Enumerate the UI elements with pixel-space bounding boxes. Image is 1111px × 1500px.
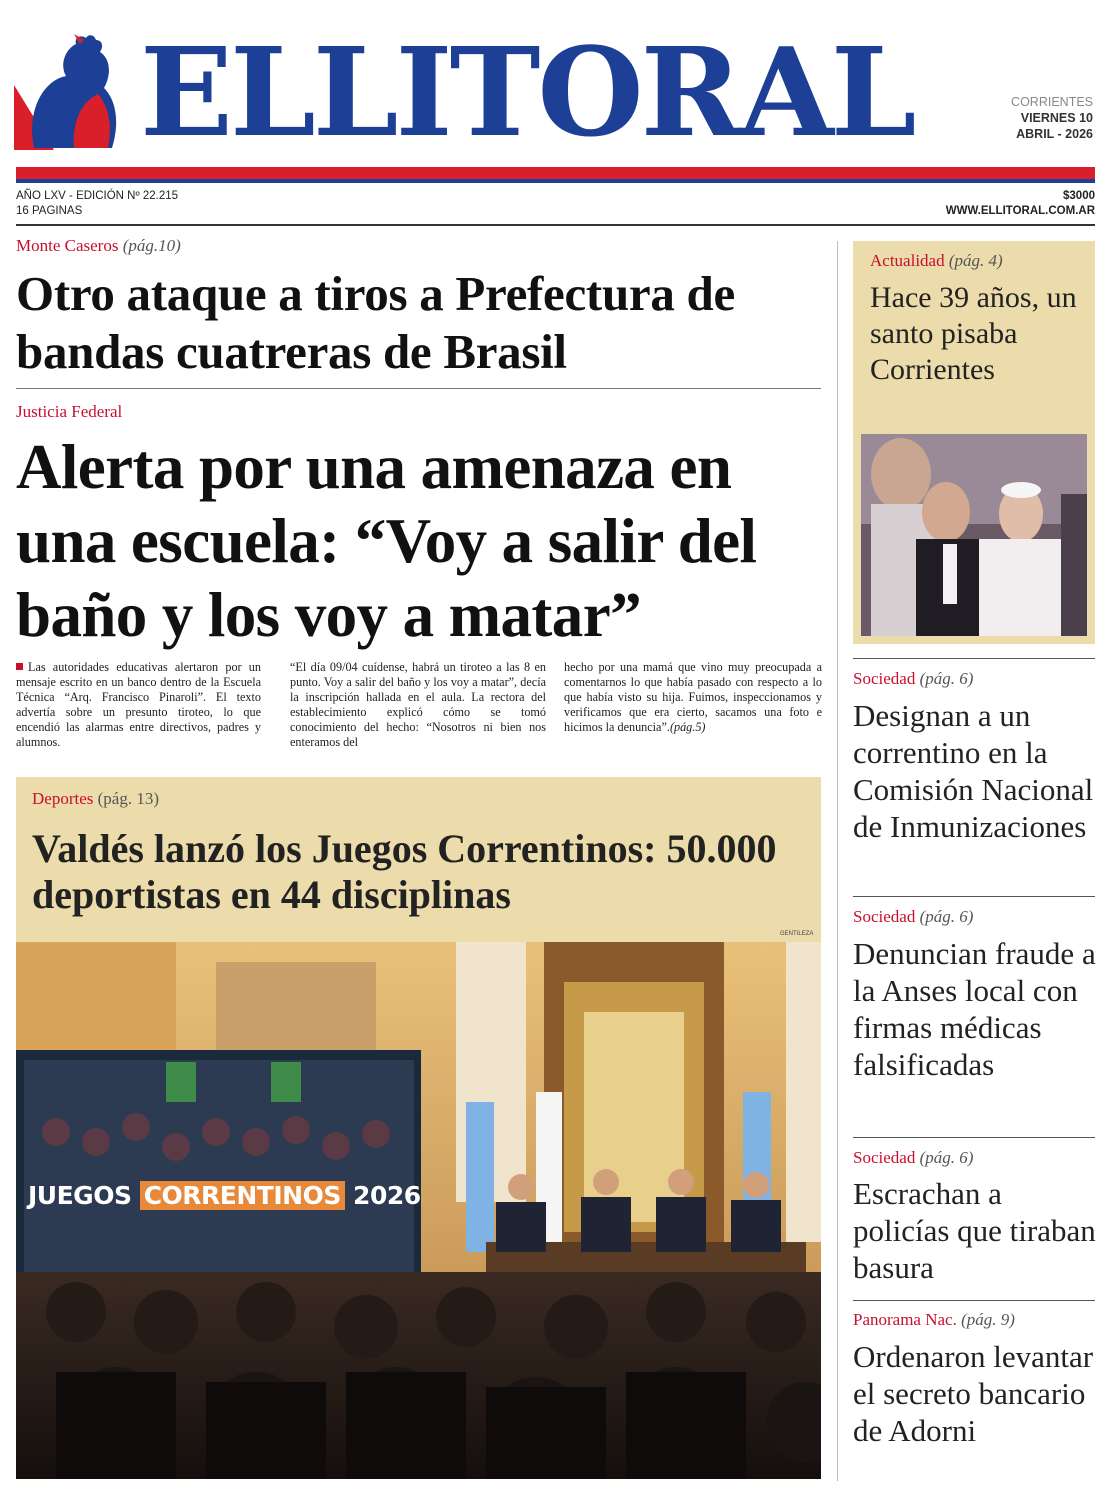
sports-headline[interactable]: Valdés lanzó los Juegos Correntinos: 50.000 deportistas en 44 disciplinas bbox=[32, 826, 777, 917]
side-item-1-section: Sociedad bbox=[853, 669, 916, 688]
rooster-logo bbox=[14, 30, 132, 150]
story2-section: Justicia Federal bbox=[16, 402, 123, 421]
issue-date-block bbox=[973, 94, 1093, 142]
bullet-marker bbox=[16, 663, 23, 670]
story2-kicker[interactable] bbox=[16, 402, 122, 422]
screen-banner bbox=[28, 1181, 421, 1210]
masthead-red-rule bbox=[16, 167, 1095, 179]
website-link[interactable]: WWW.ELLITORAL.COM.AR bbox=[945, 205, 1095, 217]
story-divider bbox=[16, 388, 821, 389]
story2-page-ref[interactable]: (pág.5) bbox=[669, 720, 706, 734]
sports-kicker[interactable] bbox=[32, 789, 159, 809]
side-item-1-headline[interactable]: Designan a un correntino en la Comisión Nacional de Inmunizaciones bbox=[853, 698, 1094, 844]
pope-visit-photo[interactable] bbox=[861, 434, 1087, 636]
side-item-3-kicker[interactable] bbox=[853, 1148, 973, 1168]
side-divider bbox=[853, 1300, 1095, 1301]
photo-credit: GENTILEZA bbox=[780, 931, 814, 937]
page-count: 16 PAGINAS bbox=[16, 205, 83, 217]
featured-page-ref: (pág. 4) bbox=[948, 251, 1003, 270]
newspaper-title: ELLITORAL bbox=[140, 20, 914, 164]
screen-text-juegos: JUEGOS bbox=[28, 1181, 132, 1210]
side-item-2-kicker[interactable] bbox=[853, 907, 973, 927]
header-divider bbox=[16, 224, 1095, 226]
sports-section: Deportes bbox=[32, 789, 94, 808]
edition-info bbox=[16, 189, 178, 219]
story1-page-ref: (pág.10) bbox=[122, 236, 181, 255]
story2-body-column-2 bbox=[290, 660, 546, 750]
side-divider bbox=[853, 1137, 1095, 1138]
story2-body-column-3 bbox=[564, 660, 822, 735]
date-label: ABRIL - 2026 bbox=[1016, 127, 1093, 141]
side-divider bbox=[853, 896, 1095, 897]
edition-number: AÑO LXV - EDICIÓN Nº 22.215 bbox=[16, 190, 179, 202]
side-item-2-headline[interactable]: Denuncian fraude a la Anses local con firmas médicas falsificadas bbox=[853, 936, 1096, 1082]
side-item-4-headline[interactable]: Ordenaron levantar el secreto bancario de Adorni bbox=[853, 1339, 1094, 1448]
side-divider bbox=[853, 658, 1095, 659]
story2-body-2: “El día 09/04 cuídense, habrá un tiroteo a las 8 en punto. Voy a salir del baño y los voy a matar”, decía la inscripción hallada en el aula. La rectora del establecimiento explicó cómo se tomó conocimiento del hecho: “Nosotros ni bien nos enteramos del bbox=[290, 660, 546, 749]
story2-body-column-1 bbox=[16, 660, 261, 750]
price: $3000 bbox=[1063, 190, 1095, 202]
side-item-4-kicker[interactable] bbox=[853, 1310, 1015, 1330]
side-item-3-page-ref: (pág. 6) bbox=[919, 1148, 974, 1167]
story1-kicker[interactable] bbox=[16, 236, 181, 256]
story2-body-3: hecho por una mamá que vino muy preocupada a comentarnos lo que había pasado con respecto a lo que había visto su hija. Fuimos, inspeccionamos y verificamos que era cierto, sacamos una foto e hicimos la denuncia”. bbox=[564, 660, 822, 734]
price-info bbox=[946, 189, 1095, 219]
day-label: VIERNES 10 bbox=[1020, 111, 1093, 125]
story1-headline[interactable]: Otro ataque a tiros a Prefectura de bandas cuatreras de Brasil bbox=[16, 266, 735, 379]
side-item-4-section: Panorama Nac. bbox=[853, 1310, 957, 1329]
story2-headline[interactable]: Alerta por una amenaza en una escuela: “Voy a salir del baño y los voy a matar” bbox=[16, 432, 757, 650]
side-item-3-section: Sociedad bbox=[853, 1148, 916, 1167]
side-item-3-headline[interactable]: Escrachan a policías que tiraban basura bbox=[853, 1176, 1096, 1285]
city-label: CORRIENTES bbox=[1011, 95, 1093, 109]
side-item-2-page-ref: (pág. 6) bbox=[919, 907, 974, 926]
column-divider bbox=[837, 241, 838, 1481]
side-item-1-kicker[interactable] bbox=[853, 669, 973, 689]
sports-page-ref: (pág. 13) bbox=[97, 789, 159, 808]
side-item-2-section: Sociedad bbox=[853, 907, 916, 926]
side-item-4-page-ref: (pág. 9) bbox=[961, 1310, 1015, 1329]
story2-body-1: Las autoridades educativas alertaron por un mensaje escrito en un banco dentro de la Escuela Técnica “Arq. Francisco Pinaroli”. El texto advertía sobre un presunto tiroteo, lo que encendió las alarmas entre directivos, padres y alumnos. bbox=[16, 660, 261, 749]
story1-section: Monte Caseros bbox=[16, 236, 119, 255]
screen-text-correntinos: CORRENTINOS bbox=[140, 1181, 345, 1210]
masthead-blue-rule bbox=[16, 179, 1095, 183]
side-item-1-page-ref: (pág. 6) bbox=[919, 669, 974, 688]
screen-text-year: 2026 bbox=[353, 1181, 421, 1210]
featured-headline[interactable]: Hace 39 años, un santo pisaba Corrientes bbox=[870, 281, 1077, 386]
featured-section: Actualidad bbox=[870, 251, 945, 270]
sports-event-photo[interactable] bbox=[16, 942, 821, 1479]
featured-kicker[interactable] bbox=[870, 251, 1003, 271]
